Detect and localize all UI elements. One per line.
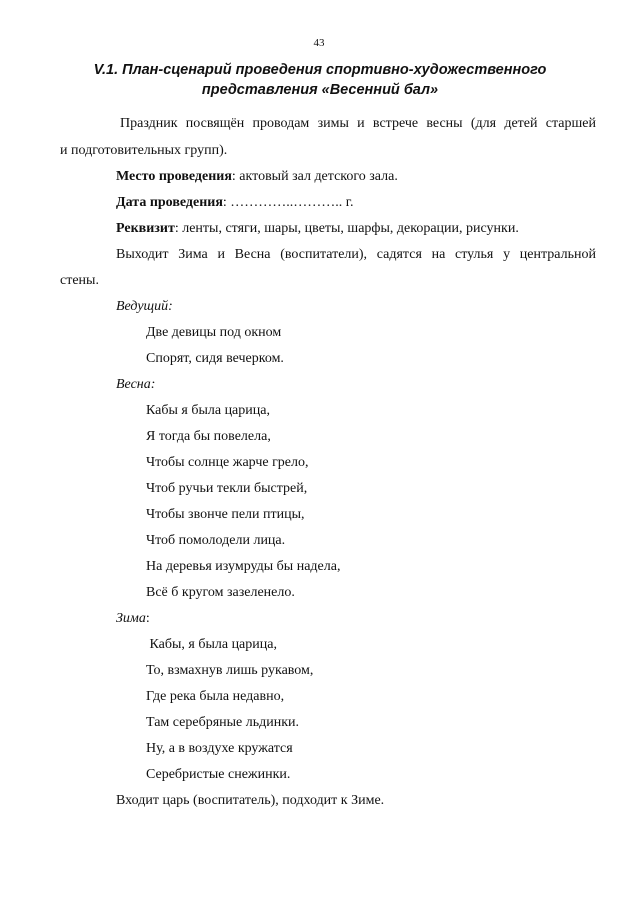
section-title-line-2: представления «Весенний бал» [201,82,439,98]
verse-line: Серебристые снежинки. [146,767,291,782]
winter-speaker [116,610,150,628]
entrance-line-2: стены. [60,273,99,288]
verse-line: Спорят, сидя вечерком. [146,351,284,366]
verse-line: Чтобы звонче пели птицы, [146,507,305,522]
verse-line: Там серебряные льдинки. [146,715,300,730]
verse-line: На деревья изумруды бы надела, [146,559,341,574]
section-title [60,60,580,100]
verse-line: Где река была недавно, [146,689,285,704]
verse-line: Ну, а в воздухе кружатся [146,741,293,756]
intro-line-2: и подготовительных групп). [60,143,228,158]
spring-speaker-label: Весна: [116,377,156,392]
intro-line-1: Праздник посвящён проводам зимы и встрече весны (для детей старшей [120,116,596,131]
winter-speaker-label: Зима [116,611,146,626]
props-line [116,220,519,238]
page-number: 43 [313,37,325,49]
verse-line: Я тогда бы повелела, [146,429,271,444]
verse-line: Кабы я была царица, [146,403,270,418]
date-line [116,194,353,212]
verse-line: Две девицы под окном [146,325,282,340]
entrance-line-1: Выходит Зима и Весна (воспитатели), садятся на стулья у центральной [116,247,596,262]
spring-speaker [116,376,155,394]
date-label: Дата проведения [116,195,223,210]
host-speaker-label: Ведущий: [116,299,173,314]
venue-label: Место проведения [116,169,232,184]
verse-line: Чтоб помолодели лица. [146,533,286,548]
section-title-line-1: V.1. План-сценарий проведения спортивно-художественного [93,62,547,78]
winter-speaker-colon: : [145,611,150,626]
date-value: : …………..……….. г. [222,195,354,210]
closing-line: Входит царь (воспитатель), подходит к Зиме. [116,793,385,808]
host-speaker [116,298,173,316]
venue-value: : актовый зал детского зала. [231,169,398,184]
props-value: : ленты, стяги, шары, цветы, шарфы, декорации, рисунки. [174,221,519,236]
venue-line [116,168,398,186]
verse-line: Чтоб ручьи текли быстрей, [146,481,308,496]
verse-line: Кабы, я была царица, [146,637,277,652]
props-label: Реквизит [116,221,175,236]
verse-line: То, взмахнув лишь рукавом, [146,663,314,678]
verse-line: Всё б кругом зазеленело. [146,585,295,600]
verse-line: Чтобы солнце жарче грело, [146,455,309,470]
